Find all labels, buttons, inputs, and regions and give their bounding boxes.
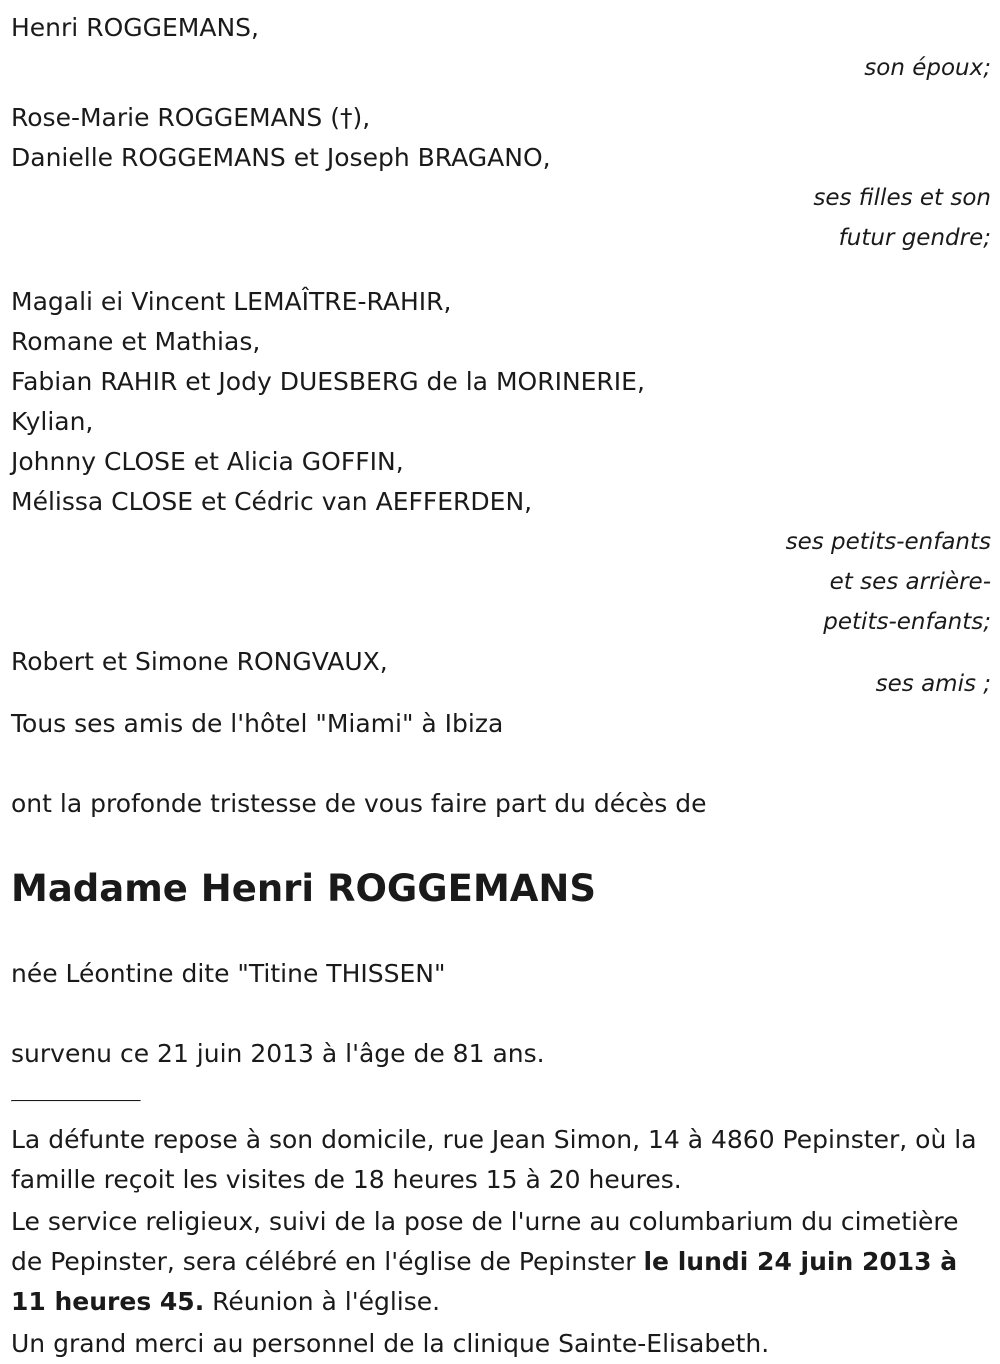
obituary-document bbox=[11, 8, 991, 1364]
friends-role: ses amis ; bbox=[875, 671, 991, 697]
husband-name: Henri ROGGEMANS, bbox=[11, 13, 259, 42]
birth-name: née Léontine dite "Titine THISSEN" bbox=[11, 959, 446, 988]
friends-name: Robert et Simone RONGVAUX, bbox=[11, 647, 388, 676]
service-date-bold: le lundi 24 juin 2013 à 11 heures 45. bbox=[11, 1247, 958, 1316]
daughters-role: ses filles et son bbox=[813, 185, 991, 211]
husband-block bbox=[11, 8, 991, 88]
repose-paragraph: La défunte repose à son domicile, rue Jean Simon, 14 à 4860 Pepinster, où la famille reçoit les visites de 18 heures 15 à 20 heures. bbox=[11, 1125, 977, 1194]
daughters-role: futur gendre; bbox=[838, 225, 991, 251]
announcement-intro: ont la profonde tristesse de vous faire part du décès de bbox=[11, 789, 707, 818]
husband-role: son époux; bbox=[864, 55, 991, 81]
service-paragraph bbox=[11, 1202, 991, 1322]
service-text: Le service religieux, suivi de la pose de l'urne au columbarium du cimetière de Pepinster, sera célébré en l'église de Pepinster bbox=[11, 1207, 959, 1276]
hotel-friends-line: Tous ses amis de l'hôtel "Miami" à Ibiza bbox=[11, 709, 504, 738]
daughter-line: Danielle ROGGEMANS et Joseph BRAGANO, bbox=[11, 143, 551, 172]
thanks-paragraph: Un grand merci au personnel de la clinique Sainte-Elisabeth. bbox=[11, 1329, 770, 1358]
grandchild-line: Magali ei Vincent LEMAÎTRE-RAHIR, bbox=[11, 287, 452, 316]
grandchildren-role: petits-enfants; bbox=[823, 609, 991, 635]
grandchild-line: Johnny CLOSE et Alicia GOFFIN, bbox=[11, 447, 404, 476]
grandchildren-block bbox=[11, 282, 991, 642]
grandchildren-role: ses petits-enfants bbox=[785, 529, 991, 555]
grandchild-line: Mélissa CLOSE et Cédric van AEFFERDEN, bbox=[11, 487, 533, 516]
daughter-line: Rose-Marie ROGGEMANS (†), bbox=[11, 103, 371, 132]
friends-block bbox=[11, 642, 991, 704]
grandchild-line: Romane et Mathias, bbox=[11, 327, 261, 356]
deceased-name: Madame Henri ROGGEMANS bbox=[11, 867, 597, 910]
grandchild-line: Kylian, bbox=[11, 407, 94, 436]
daughters-block bbox=[11, 98, 991, 258]
service-text-end: Réunion à l'église. bbox=[204, 1287, 441, 1316]
grandchild-line: Fabian RAHIR et Jody DUESBERG de la MORINERIE, bbox=[11, 367, 645, 396]
death-info: survenu ce 21 juin 2013 à l'âge de 81 ans. bbox=[11, 1039, 545, 1068]
grandchildren-role: et ses arrière- bbox=[829, 569, 991, 595]
